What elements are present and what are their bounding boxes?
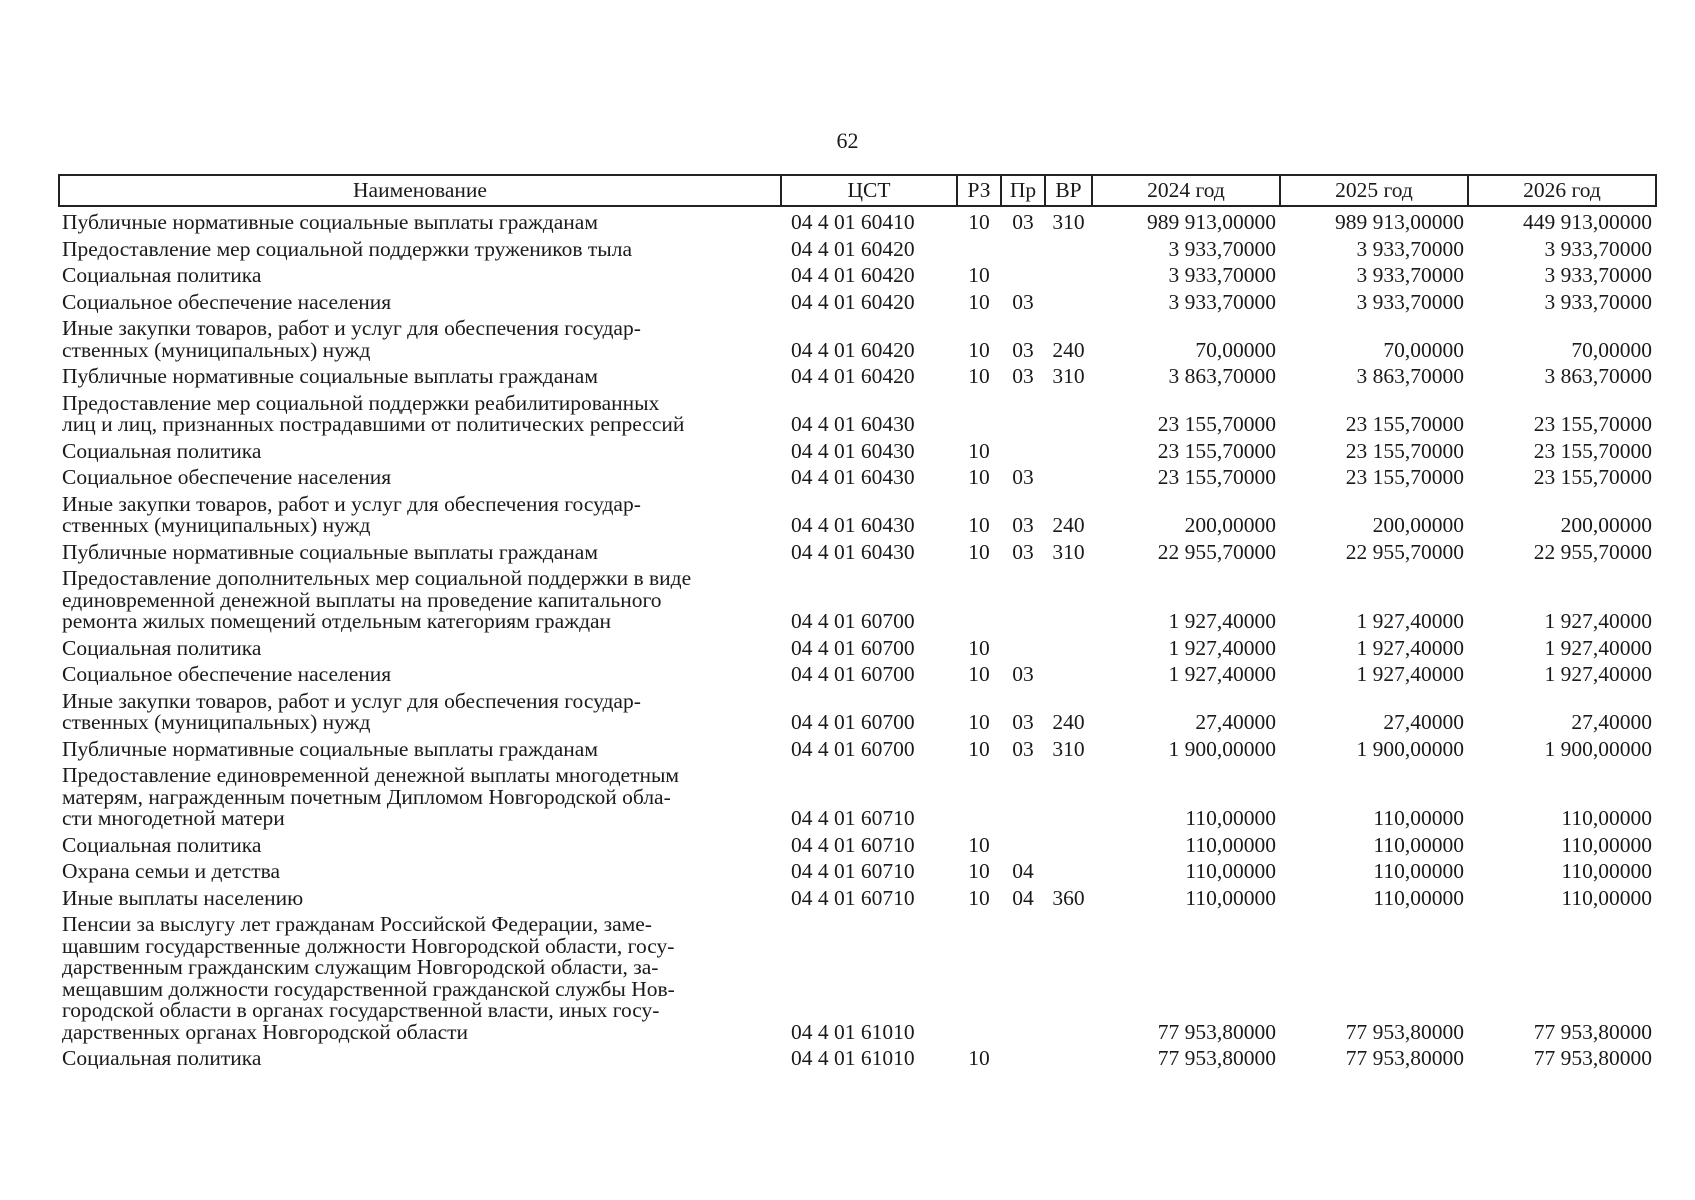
row-name-line: ственных (муниципальных) нужд (62, 337, 371, 362)
row-name-line: Публичные нормативные социальные выплаты гражданам (62, 210, 598, 234)
cell-name (59, 659, 781, 686)
cell-2025: 110,00000 (1373, 806, 1464, 830)
cell-cst: 04 4 01 60430 (791, 539, 915, 564)
cell-rz: 10 (968, 635, 990, 660)
cell-vr: 240 (1052, 337, 1085, 362)
cell-rz: 10 (968, 289, 990, 314)
cell-2026: 22 955,70000 (1533, 539, 1652, 564)
cell-2025: 110,00000 (1373, 859, 1464, 883)
budget-table (58, 174, 1657, 1070)
cell-rz: 10 (968, 832, 990, 857)
cell-2026: 70,00000 (1571, 337, 1652, 362)
cell-2025: 989 913,00000 (1335, 210, 1464, 234)
cell-2024: 1 900,00000 (1168, 736, 1276, 761)
cell-2026: 110,00000 (1561, 859, 1652, 883)
cell-rz (957, 760, 1001, 830)
cell-2025: 200,00000 (1372, 513, 1464, 537)
cell-2025: 27,40000 (1383, 710, 1464, 734)
page-number: 62 (836, 128, 859, 153)
cell-vr (1045, 563, 1092, 633)
cell-rz: 10 (968, 710, 990, 734)
cell-name (59, 361, 781, 388)
cell-vr (1045, 830, 1092, 857)
cell-pr (1001, 234, 1045, 261)
cell-pr: 03 (1012, 289, 1034, 314)
cell-2025: 110,00000 (1373, 885, 1464, 910)
cell-2026: 200,00000 (1560, 513, 1652, 537)
table-row (59, 388, 1656, 436)
cell-cst: 04 4 01 60420 (791, 337, 915, 362)
cell-pr (1001, 760, 1045, 830)
cell-pr: 03 (1012, 337, 1034, 362)
cell-cst: 04 4 01 60700 (791, 710, 915, 734)
header-name: Наименование (59, 175, 781, 206)
table-row (59, 883, 1656, 910)
cell-cst: 04 4 01 60700 (791, 736, 915, 761)
cell-vr: 310 (1052, 210, 1085, 234)
cell-2026: 3 863,70000 (1544, 364, 1652, 388)
cell-pr (1001, 830, 1045, 857)
cell-pr: 04 (1012, 859, 1034, 883)
row-name-line: Предоставление мер социальной поддержки реабилитированных (62, 390, 660, 415)
header-2025: 2025 год (1280, 175, 1468, 206)
cell-2024: 3 933,70000 (1168, 236, 1276, 261)
cell-pr: 03 (1012, 539, 1034, 564)
cell-2026: 77 953,80000 (1533, 1019, 1652, 1044)
row-name-line: Социальное обеспечение населения (62, 289, 392, 314)
cell-2026: 110,00000 (1561, 885, 1652, 910)
cell-name (59, 206, 781, 234)
cell-2025: 23 155,70000 (1345, 438, 1464, 463)
cell-2026: 23 155,70000 (1533, 412, 1652, 436)
cell-cst: 04 4 01 60710 (791, 832, 915, 857)
row-name-line: ственных (муниципальных) нужд (62, 710, 371, 734)
row-name-line: Социальная политика (62, 263, 262, 287)
cell-name (59, 830, 781, 857)
table-row (59, 313, 1656, 361)
cell-name (59, 856, 781, 883)
row-name-line: единовременной денежной выплаты на проведение капитального (62, 587, 662, 612)
cell-vr: 310 (1052, 364, 1085, 388)
cell-pr: 03 (1012, 210, 1034, 234)
cell-2025: 110,00000 (1373, 832, 1464, 857)
cell-vr (1045, 260, 1092, 287)
cell-rz (957, 234, 1001, 261)
cell-vr: 240 (1052, 710, 1085, 734)
cell-vr (1045, 659, 1092, 686)
cell-name (59, 883, 781, 910)
row-name-line: сти многодетной матери (62, 806, 285, 830)
cell-2025: 23 155,70000 (1345, 465, 1464, 489)
cell-2024: 77 953,80000 (1157, 1019, 1276, 1044)
table-row (59, 830, 1656, 857)
cell-2025: 70,00000 (1383, 337, 1464, 362)
cell-2026: 3 933,70000 (1544, 289, 1652, 314)
row-name-line: Охрана семьи и детства (62, 859, 281, 883)
cell-vr (1045, 909, 1092, 1043)
table-row (59, 436, 1656, 463)
cell-rz (957, 388, 1001, 436)
header-rz: РЗ (957, 175, 1001, 206)
cell-pr: 03 (1012, 662, 1034, 686)
cell-2026: 1 900,00000 (1544, 736, 1652, 761)
cell-rz: 10 (968, 210, 990, 234)
cell-2026: 23 155,70000 (1533, 438, 1652, 463)
cell-2024: 23 155,70000 (1157, 412, 1276, 436)
cell-vr: 310 (1052, 539, 1085, 564)
row-name-line: Социальная политика (62, 1046, 262, 1070)
cell-2026: 1 927,40000 (1544, 609, 1652, 633)
cell-vr: 310 (1052, 736, 1085, 761)
row-name-line: ственных (муниципальных) нужд (62, 513, 371, 537)
cell-2024: 989 913,00000 (1147, 210, 1276, 234)
table-row (59, 234, 1656, 261)
cell-rz: 10 (968, 337, 990, 362)
cell-pr: 03 (1012, 736, 1034, 761)
cell-name (59, 686, 781, 734)
cell-name (59, 260, 781, 287)
header-2026: 2026 год (1468, 175, 1656, 206)
row-name-line: Иные закупки товаров, работ и услуг для обеспечения государ- (62, 316, 641, 340)
cell-rz: 10 (968, 885, 990, 910)
cell-pr (1001, 436, 1045, 463)
cell-name (59, 234, 781, 261)
cell-name (59, 313, 781, 361)
header-row (59, 175, 1656, 206)
cell-rz (957, 563, 1001, 633)
table-row (59, 909, 1656, 1043)
row-name-line: Предоставление дополнительных мер социальной поддержки в виде (62, 566, 692, 590)
cell-name (59, 462, 781, 489)
cell-pr: 03 (1012, 710, 1034, 734)
cell-rz: 10 (968, 539, 990, 564)
row-name-line: мещавшим должности государственной гражданской службы Нов- (62, 976, 675, 1001)
cell-name (59, 287, 781, 314)
cell-rz: 10 (968, 465, 990, 489)
cell-2024: 23 155,70000 (1157, 465, 1276, 489)
table-row (59, 686, 1656, 734)
cell-rz (957, 909, 1001, 1043)
table-row (59, 260, 1656, 287)
cell-2025: 22 955,70000 (1345, 539, 1464, 564)
row-name-line: матерям, награжденным почетным Дипломом Новгородской обла- (62, 784, 671, 809)
cell-vr: 240 (1052, 513, 1085, 537)
cell-2025: 1 927,40000 (1356, 635, 1464, 660)
table-row (59, 734, 1656, 761)
row-name-line: Предоставление мер социальной поддержки тружеников тыла (62, 236, 633, 261)
row-name-line: Иные закупки товаров, работ и услуг для обеспечения государ- (62, 491, 641, 516)
cell-2025: 3 933,70000 (1356, 289, 1464, 314)
table-row (59, 856, 1656, 883)
cell-rz: 10 (968, 859, 990, 883)
table-row (59, 537, 1656, 564)
row-name-line: Социальная политика (62, 832, 262, 857)
row-name-line: дарственным гражданским служащим Новгородской области, за- (62, 955, 659, 979)
row-name-line: городской области в органах государственной власти, иных госу- (62, 998, 660, 1022)
cell-cst: 04 4 01 60420 (791, 289, 915, 314)
cell-cst: 04 4 01 60430 (791, 465, 915, 489)
cell-2024: 110,00000 (1185, 859, 1276, 883)
header-cst: ЦСТ (781, 175, 957, 206)
cell-2024: 70,00000 (1195, 337, 1276, 362)
cell-rz: 10 (968, 438, 990, 463)
table-row (59, 287, 1656, 314)
cell-name (59, 760, 781, 830)
cell-name (59, 734, 781, 761)
table-row (59, 1043, 1656, 1070)
cell-2026: 1 927,40000 (1544, 662, 1652, 686)
row-name-line: Иные закупки товаров, работ и услуг для обеспечения государ- (62, 688, 641, 713)
cell-vr (1045, 388, 1092, 436)
row-name-line: Иные выплаты населению (62, 885, 304, 910)
cell-2024: 1 927,40000 (1168, 635, 1276, 660)
table-row (59, 760, 1656, 830)
cell-2024: 3 933,70000 (1168, 289, 1276, 314)
row-name-line: Социальное обеспечение населения (62, 662, 392, 686)
cell-2026: 110,00000 (1561, 832, 1652, 857)
cell-cst: 04 4 01 60430 (791, 513, 915, 537)
row-name-line: Публичные нормативные социальные выплаты гражданам (62, 736, 598, 761)
cell-name (59, 909, 781, 1043)
cell-2025: 3 863,70000 (1356, 364, 1464, 388)
cell-cst: 04 4 01 60420 (791, 263, 915, 287)
cell-cst: 04 4 01 61010 (791, 1046, 915, 1070)
cell-rz: 10 (968, 513, 990, 537)
cell-cst: 04 4 01 60430 (791, 412, 915, 436)
cell-2024: 77 953,80000 (1157, 1046, 1276, 1070)
table-row (59, 361, 1656, 388)
cell-2024: 110,00000 (1185, 806, 1276, 830)
row-name-line: Публичные нормативные социальные выплаты гражданам (62, 364, 598, 388)
cell-rz: 10 (968, 364, 990, 388)
row-name-line: Социальная политика (62, 438, 262, 463)
cell-2024: 3 933,70000 (1168, 263, 1276, 287)
row-name-line: Социальное обеспечение населения (62, 465, 392, 489)
cell-cst: 04 4 01 60420 (791, 236, 915, 261)
row-name-line: ремонта жилых помещений отдельным категориям граждан (62, 609, 612, 633)
cell-rz: 10 (968, 662, 990, 686)
cell-2024: 1 927,40000 (1168, 662, 1276, 686)
cell-rz: 10 (968, 263, 990, 287)
cell-pr (1001, 563, 1045, 633)
cell-2025: 23 155,70000 (1345, 412, 1464, 436)
cell-name (59, 489, 781, 537)
cell-2025: 3 933,70000 (1356, 236, 1464, 261)
cell-2024: 22 955,70000 (1157, 539, 1276, 564)
cell-name (59, 537, 781, 564)
cell-pr (1001, 388, 1045, 436)
header-2024: 2024 год (1092, 175, 1280, 206)
cell-vr (1045, 633, 1092, 660)
cell-cst: 04 4 01 60710 (791, 806, 915, 830)
cell-pr (1001, 633, 1045, 660)
table-body (59, 206, 1656, 1070)
cell-vr (1045, 856, 1092, 883)
cell-name (59, 1043, 781, 1070)
row-name-line: Публичные нормативные социальные выплаты гражданам (62, 539, 598, 564)
table-row (59, 462, 1656, 489)
cell-cst: 04 4 01 60700 (791, 609, 915, 633)
row-name-line: Пенсии за выслугу лет гражданам Российской Федерации, заме- (62, 912, 652, 936)
cell-2026: 1 927,40000 (1544, 635, 1652, 660)
table-row (59, 659, 1656, 686)
cell-2025: 3 933,70000 (1356, 263, 1464, 287)
table-header (59, 175, 1656, 206)
cell-cst: 04 4 01 60710 (791, 885, 915, 910)
row-name-line: лиц и лиц, признанных пострадавшими от политических репрессий (62, 412, 685, 436)
row-name-line: Предоставление единовременной денежной выплаты многодетным (62, 763, 680, 787)
cell-2026: 77 953,80000 (1533, 1046, 1652, 1070)
cell-cst: 04 4 01 60430 (791, 438, 915, 463)
cell-name (59, 388, 781, 436)
header-vr: ВР (1045, 175, 1092, 206)
cell-name (59, 436, 781, 463)
cell-2026: 110,00000 (1561, 806, 1652, 830)
header-pr: Пр (1001, 175, 1045, 206)
cell-2026: 449 913,00000 (1523, 210, 1652, 234)
cell-2026: 27,40000 (1571, 710, 1652, 734)
table-row (59, 206, 1656, 234)
cell-2024: 200,00000 (1184, 513, 1276, 537)
row-name-line: щавшим государственные должности Новгородской области, госу- (62, 933, 675, 958)
cell-vr (1045, 1043, 1092, 1070)
cell-vr (1045, 436, 1092, 463)
cell-pr: 04 (1012, 885, 1034, 910)
cell-2025: 1 927,40000 (1356, 662, 1464, 686)
cell-name (59, 563, 781, 633)
cell-pr: 03 (1012, 513, 1034, 537)
cell-vr (1045, 287, 1092, 314)
cell-2024: 3 863,70000 (1168, 364, 1276, 388)
cell-2026: 3 933,70000 (1544, 263, 1652, 287)
cell-2025: 1 927,40000 (1356, 609, 1464, 633)
cell-2024: 27,40000 (1195, 710, 1276, 734)
table-row (59, 563, 1656, 633)
cell-pr: 03 (1012, 364, 1034, 388)
cell-cst: 04 4 01 60410 (791, 210, 915, 234)
cell-2025: 1 900,00000 (1356, 736, 1464, 761)
cell-2024: 110,00000 (1185, 832, 1276, 857)
cell-name (59, 633, 781, 660)
cell-2026: 23 155,70000 (1533, 465, 1652, 489)
cell-cst: 04 4 01 61010 (791, 1019, 915, 1044)
cell-vr (1045, 462, 1092, 489)
cell-cst: 04 4 01 60700 (791, 635, 915, 660)
cell-vr (1045, 234, 1092, 261)
cell-rz: 10 (968, 736, 990, 761)
row-name-line: дарственных органах Новгородской области (62, 1019, 469, 1044)
row-name-line: Социальная политика (62, 635, 262, 660)
cell-cst: 04 4 01 60710 (791, 859, 915, 883)
table-row (59, 489, 1656, 537)
cell-2024: 1 927,40000 (1168, 609, 1276, 633)
cell-2024: 23 155,70000 (1157, 438, 1276, 463)
cell-2026: 3 933,70000 (1544, 236, 1652, 261)
cell-pr (1001, 260, 1045, 287)
cell-pr (1001, 909, 1045, 1043)
cell-vr (1045, 760, 1092, 830)
cell-2025: 77 953,80000 (1345, 1019, 1464, 1044)
cell-cst: 04 4 01 60700 (791, 662, 915, 686)
cell-pr: 03 (1012, 465, 1034, 489)
cell-vr: 360 (1052, 885, 1085, 910)
cell-2025: 77 953,80000 (1345, 1046, 1464, 1070)
table-row (59, 633, 1656, 660)
cell-2024: 110,00000 (1185, 885, 1276, 910)
cell-pr (1001, 1043, 1045, 1070)
cell-cst: 04 4 01 60420 (791, 364, 915, 388)
cell-rz: 10 (968, 1046, 990, 1070)
